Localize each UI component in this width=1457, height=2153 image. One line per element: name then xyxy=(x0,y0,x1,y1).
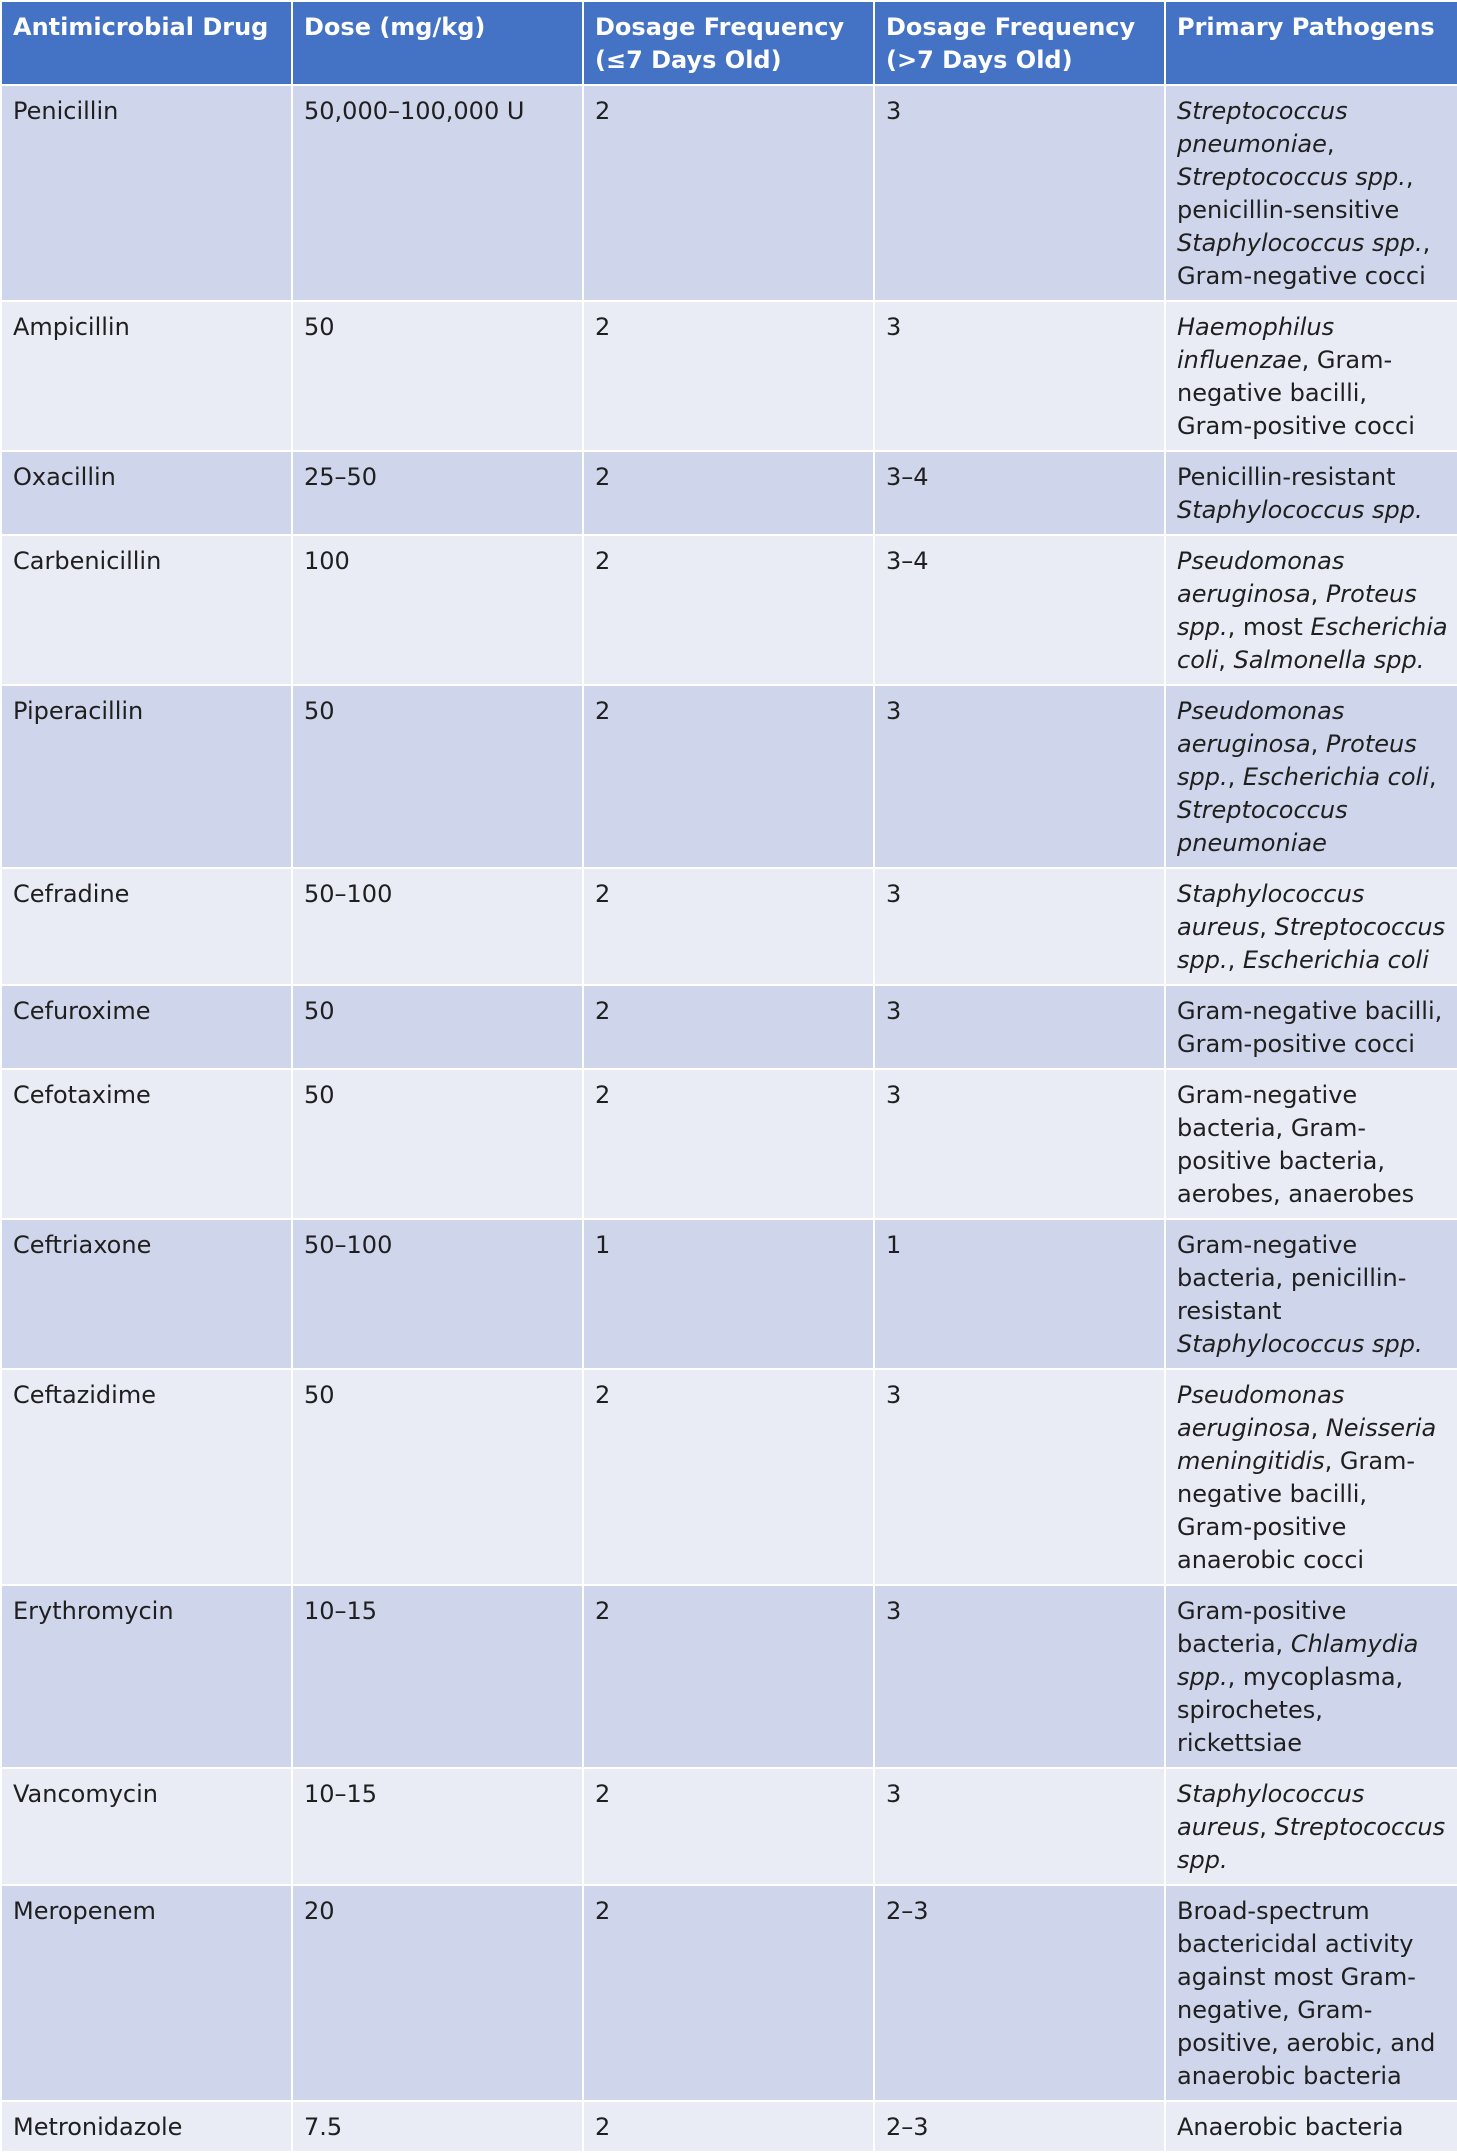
pathogen-name: Streptococcus spp. xyxy=(1177,913,1446,974)
frequency-le7-cell: 2 xyxy=(583,868,874,985)
frequency-gt7-cell: 3 xyxy=(874,301,1165,451)
table-row xyxy=(1,1768,1457,1885)
pathogen-text: , xyxy=(1326,130,1335,158)
pathogen-name: Proteus spp. xyxy=(1177,580,1417,641)
frequency-gt7-cell: 3–4 xyxy=(874,451,1165,535)
header-primary-pathogens: Primary Pathogens xyxy=(1165,1,1457,85)
dose-cell: 50 xyxy=(292,1069,583,1219)
pathogen-name: Escherichia coli xyxy=(1242,763,1429,791)
pathogens-cell xyxy=(1165,1369,1457,1585)
drug-cell: Cefuroxime xyxy=(1,985,292,1069)
frequency-le7-cell: 2 xyxy=(583,535,874,685)
frequency-le7-cell: 2 xyxy=(583,1768,874,1885)
drug-cell: Piperacillin xyxy=(1,685,292,868)
table-row xyxy=(1,1585,1457,1768)
drug-cell: Erythromycin xyxy=(1,1585,292,1768)
dose-cell: 20 xyxy=(292,1885,583,2101)
dose-cell: 50–100 xyxy=(292,868,583,985)
pathogen-text: , xyxy=(1227,763,1243,791)
pathogen-text: , xyxy=(1227,946,1243,974)
pathogens-cell xyxy=(1165,535,1457,685)
pathogens-cell xyxy=(1165,451,1457,535)
pathogens-cell xyxy=(1165,85,1457,301)
frequency-gt7-cell: 3 xyxy=(874,1585,1165,1768)
pathogen-name: Pseudomonas aeruginosa xyxy=(1177,547,1345,608)
dose-cell: 50 xyxy=(292,301,583,451)
dose-cell: 100 xyxy=(292,535,583,685)
pathogen-name: Staphylococcus spp. xyxy=(1177,496,1423,524)
pathogen-text: , xyxy=(1218,646,1234,674)
frequency-le7-cell: 2 xyxy=(583,301,874,451)
drug-cell: Meropenem xyxy=(1,1885,292,2101)
pathogens-cell xyxy=(1165,685,1457,868)
frequency-le7-cell: 2 xyxy=(583,85,874,301)
header-dose: Dose (mg/kg) xyxy=(292,1,583,85)
pathogen-name: Streptococcus spp. xyxy=(1177,1813,1446,1874)
drug-cell: Vancomycin xyxy=(1,1768,292,1885)
pathogen-name: Staphylococcus aureus xyxy=(1177,1780,1365,1841)
pathogens-cell xyxy=(1165,868,1457,985)
table-row xyxy=(1,1219,1457,1369)
drug-cell: Ampicillin xyxy=(1,301,292,451)
pathogen-name: Pseudomonas aeruginosa xyxy=(1177,697,1345,758)
pathogen-name: Streptococcus pneumoniae xyxy=(1177,97,1348,158)
dose-cell: 25–50 xyxy=(292,451,583,535)
frequency-gt7-cell: 3 xyxy=(874,1069,1165,1219)
drug-cell: Oxacillin xyxy=(1,451,292,535)
drug-cell: Penicillin xyxy=(1,85,292,301)
pathogen-text: Penicillin-resistant xyxy=(1177,463,1396,491)
table-body xyxy=(1,85,1457,2152)
pathogens-cell xyxy=(1165,1885,1457,2101)
frequency-le7-cell: 2 xyxy=(583,1585,874,1768)
drug-cell: Ceftazidime xyxy=(1,1369,292,1585)
table-row xyxy=(1,535,1457,685)
drug-cell: Cefradine xyxy=(1,868,292,985)
pathogen-name: Escherichia coli xyxy=(1177,613,1448,674)
pathogen-text: , Gram-negative bacilli, Gram-positive anaerobic cocci xyxy=(1177,1447,1416,1574)
table-row xyxy=(1,451,1457,535)
frequency-le7-cell: 2 xyxy=(583,985,874,1069)
pathogens-cell xyxy=(1165,1768,1457,1885)
pathogen-text: , xyxy=(1428,763,1437,791)
pathogen-name: Staphylococcus spp. xyxy=(1177,1330,1423,1358)
table-row xyxy=(1,1369,1457,1585)
frequency-gt7-cell: 3–4 xyxy=(874,535,1165,685)
pathogen-text: Anaerobic bacteria xyxy=(1177,2113,1404,2141)
frequency-gt7-cell: 3 xyxy=(874,1369,1165,1585)
pathogen-text: , xyxy=(1310,580,1326,608)
pathogen-name: Escherichia coli xyxy=(1242,946,1429,974)
frequency-gt7-cell: 1 xyxy=(874,1219,1165,1369)
pathogen-text: , xyxy=(1259,913,1275,941)
pathogen-text: , xyxy=(1310,730,1326,758)
frequency-le7-cell: 2 xyxy=(583,685,874,868)
pathogen-name: Staphylococcus aureus xyxy=(1177,880,1365,941)
frequency-le7-cell: 1 xyxy=(583,1219,874,1369)
table-row xyxy=(1,85,1457,301)
dose-cell: 50–100 xyxy=(292,1219,583,1369)
frequency-gt7-cell: 3 xyxy=(874,985,1165,1069)
pathogen-name: Streptococcus spp. xyxy=(1177,163,1406,191)
frequency-gt7-cell: 3 xyxy=(874,1768,1165,1885)
frequency-le7-cell: 2 xyxy=(583,451,874,535)
frequency-le7-cell: 2 xyxy=(583,2101,874,2152)
pathogen-text: , mycoplasma, spirochetes, rickettsiae xyxy=(1177,1663,1404,1757)
frequency-le7-cell: 2 xyxy=(583,1069,874,1219)
pathogen-name: Neisseria meningitidis xyxy=(1177,1414,1437,1475)
header-frequency-gt7-days: Dosage Frequency (>7 Days Old) xyxy=(874,1,1165,85)
pathogens-cell xyxy=(1165,1219,1457,1369)
pathogen-text: Gram-negative bacteria, Gram-positive bacteria, aerobes, anaerobes xyxy=(1177,1081,1415,1208)
table-row xyxy=(1,1069,1457,1219)
pathogen-text: , Gram-negative cocci xyxy=(1177,229,1431,290)
pathogens-cell xyxy=(1165,1585,1457,1768)
pathogens-cell xyxy=(1165,301,1457,451)
table-row xyxy=(1,2101,1457,2152)
pathogen-text: Broad-spectrum bactericidal activity against most Gram-negative, Gram-positive, aerobic, and anaerobic bacteria xyxy=(1177,1897,1436,2090)
dose-cell: 50 xyxy=(292,685,583,868)
drug-cell: Cefotaxime xyxy=(1,1069,292,1219)
header-row xyxy=(1,1,1457,85)
dose-cell: 50 xyxy=(292,985,583,1069)
drug-cell: Carbenicillin xyxy=(1,535,292,685)
frequency-le7-cell: 2 xyxy=(583,1369,874,1585)
pathogen-text: , xyxy=(1259,1813,1275,1841)
pathogen-name: Staphylococcus spp. xyxy=(1177,229,1423,257)
pathogen-name: Chlamydia spp. xyxy=(1177,1630,1419,1691)
pathogen-text: Gram-negative bacteria, penicillin-resistant xyxy=(1177,1231,1407,1325)
frequency-gt7-cell: 3 xyxy=(874,85,1165,301)
frequency-gt7-cell: 2–3 xyxy=(874,2101,1165,2152)
pathogen-text: Gram-negative bacilli, Gram-positive cocci xyxy=(1177,997,1443,1058)
pathogen-name: Streptococcus pneumoniae xyxy=(1177,796,1348,857)
pathogen-name: Pseudomonas aeruginosa xyxy=(1177,1381,1345,1442)
pathogen-text: , Gram-negative bacilli, Gram-positive cocci xyxy=(1177,346,1415,440)
dose-cell: 10–15 xyxy=(292,1585,583,1768)
header-frequency-le7-days: Dosage Frequency (≤7 Days Old) xyxy=(583,1,874,85)
pathogens-cell xyxy=(1165,1069,1457,1219)
table-row xyxy=(1,685,1457,868)
table-row xyxy=(1,985,1457,1069)
dose-cell: 10–15 xyxy=(292,1768,583,1885)
pathogens-cell xyxy=(1165,2101,1457,2152)
table-header xyxy=(1,1,1457,85)
pathogen-name: Proteus spp. xyxy=(1177,730,1417,791)
dose-cell: 50 xyxy=(292,1369,583,1585)
table-row xyxy=(1,301,1457,451)
drug-cell: Metronidazole xyxy=(1,2101,292,2152)
dose-cell: 50,000–100,000 U xyxy=(292,85,583,301)
frequency-le7-cell: 2 xyxy=(583,1885,874,2101)
frequency-gt7-cell: 3 xyxy=(874,868,1165,985)
frequency-gt7-cell: 2–3 xyxy=(874,1885,1165,2101)
header-antimicrobial-drug: Antimicrobial Drug xyxy=(1,1,292,85)
pathogen-text: , xyxy=(1310,1414,1326,1442)
pathogens-cell xyxy=(1165,985,1457,1069)
pathogen-name: Salmonella spp. xyxy=(1233,646,1425,674)
frequency-gt7-cell: 3 xyxy=(874,685,1165,868)
dose-cell: 7.5 xyxy=(292,2101,583,2152)
drug-cell: Ceftriaxone xyxy=(1,1219,292,1369)
pathogen-text: Gram-positive bacteria, xyxy=(1177,1597,1347,1658)
pathogen-text: , penicillin-sensitive xyxy=(1177,163,1414,224)
pathogen-text: , most xyxy=(1227,613,1311,641)
pathogen-name: Haemophilus influenzae xyxy=(1177,313,1335,374)
table-row xyxy=(1,868,1457,985)
table-row xyxy=(1,1885,1457,2101)
